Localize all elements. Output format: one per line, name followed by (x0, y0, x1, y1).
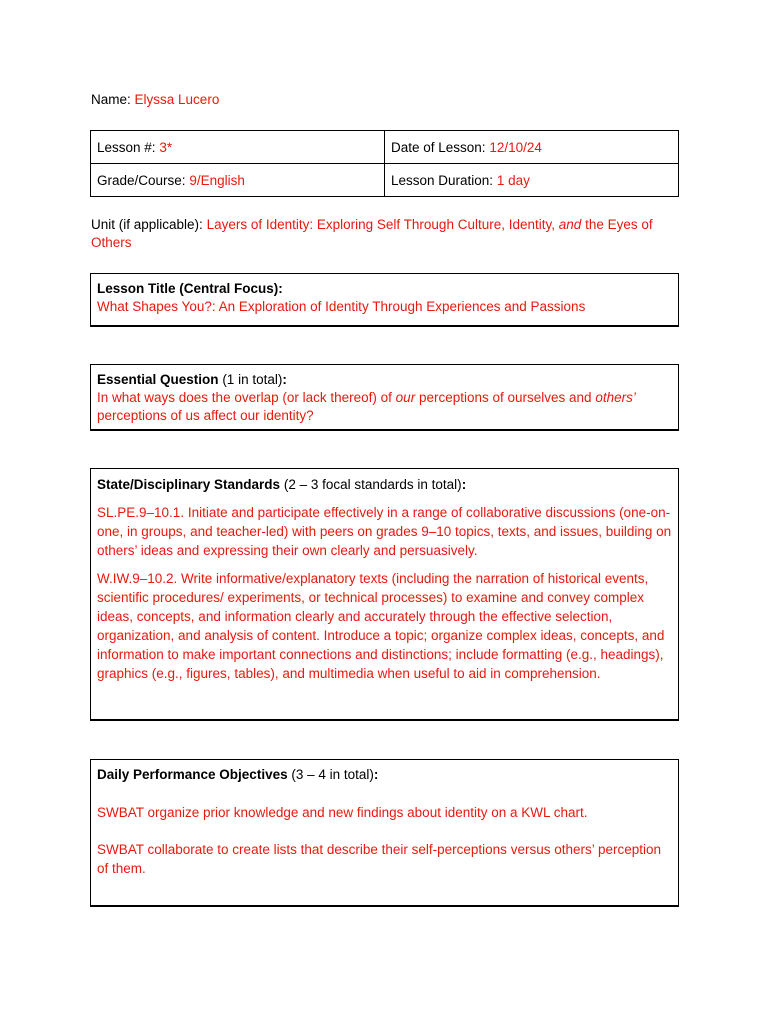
standards-count: (2 – 3 focal standards in total) (283, 477, 462, 492)
objective-item: SWBAT collaborate to create lists that describe their self-perceptions versus others’ perception of them. (97, 842, 662, 876)
unit-value: Layers of Identity: Exploring Self Through Culture, Identity, and the Eyes of Others (91, 217, 653, 250)
unit-line (91, 216, 676, 252)
standards-heading: State/Disciplinary Standards (97, 477, 281, 492)
grade-course-label: Grade/Course: (97, 172, 186, 188)
grade-course-cell (91, 164, 385, 197)
lesson-date-cell (385, 131, 679, 164)
grade-course-value: 9/English (189, 172, 245, 188)
unit-label: Unit (if applicable): (91, 217, 203, 232)
essential-question-text: In what ways does the overlap (or lack thereof) of our perceptions of ourselves and others’ perceptions of us affect our identity? (97, 390, 636, 423)
standards-box: State/Disciplinary Standards (2 – 3 focal standards in total): SL.PE.9–10.1. Initiate and participate effectively in a range of collaborative discussions (one-on-one, in groups, and teacher-led) with peers on grades 9–10 topics, texts, and issues, building on others’ ideas and expressing their own clearly and persuasively. W.IW.9–10.2. Write informative/explanatory texts (including the narration of historical events, scientific procedures/ experiments, or technical processes) to examine and convey complex ideas, concepts, and information clearly and accurately through the effective selection, organization, and analysis of content. Introduce a topic; organize complex ideas, concepts, and information to make important connections and distinctions; include formatting (e.g., headings), graphics (e.g., figures, tables), and multimedia when useful to aid in comprehension. (90, 468, 679, 721)
lesson-duration-value: 1 day (496, 172, 530, 188)
objectives-count: (3 – 4 in total) (291, 767, 374, 782)
name-value: Elyssa Lucero (134, 92, 220, 107)
lesson-title-value: What Shapes You?: An Exploration of Identity Through Experiences and Passions (97, 299, 586, 314)
lesson-date-label: Date of Lesson: (391, 139, 486, 155)
essential-question-heading: Essential Question (97, 372, 219, 387)
essential-question-box: Essential Question (1 in total): In what ways does the overlap (or lack thereof) of our perceptions of ourselves and others’ perceptions of us affect our identity? (90, 364, 679, 431)
name-label: Name: (91, 92, 131, 107)
lesson-duration-label: Lesson Duration: (391, 172, 494, 188)
objectives-box: Daily Performance Objectives (3 – 4 in total): SWBAT organize prior knowledge and new findings about identity on a KWL chart. SWBAT collaborate to create lists that describe their self-perceptions versus others’ perception of them. (90, 759, 679, 907)
lesson-duration-cell (385, 164, 679, 197)
objectives-heading: Daily Performance Objectives (97, 767, 288, 782)
standard-item: SL.PE.9–10.1. Initiate and participate effectively in a range of collaborative discussions (one-on-one, in groups, and teacher-led) with peers on grades 9–10 topics, texts, and issues, building on others’ ideas and expressing their own clearly and persuasively. (97, 505, 672, 558)
lesson-number-value: 3* (159, 139, 173, 155)
name-line (91, 92, 219, 107)
lesson-info-table (90, 130, 679, 197)
lesson-title-heading: Lesson Title (Central Focus): (97, 281, 283, 296)
lesson-title-box (90, 273, 679, 327)
lesson-date-value: 12/10/24 (489, 139, 542, 155)
lesson-number-cell (91, 131, 385, 164)
lesson-number-label: Lesson #: (97, 139, 156, 155)
objective-item: SWBAT organize prior knowledge and new findings about identity on a KWL chart. (97, 804, 588, 820)
standard-item: W.IW.9–10.2. Write informative/explanatory texts (including the narration of historical events, scientific procedures/ experiments, or technical processes) to examine and convey complex ideas, concepts, and information clearly and accurately through the effective selection, organization, and analysis of content. Introduce a topic; organize complex ideas, concepts, and information to make important connections and distinctions; include formatting (e.g., headings), graphics (e.g., figures, tables), and multimedia when useful to aid in comprehension. (97, 571, 665, 681)
essential-question-count: (1 in total) (222, 372, 283, 387)
